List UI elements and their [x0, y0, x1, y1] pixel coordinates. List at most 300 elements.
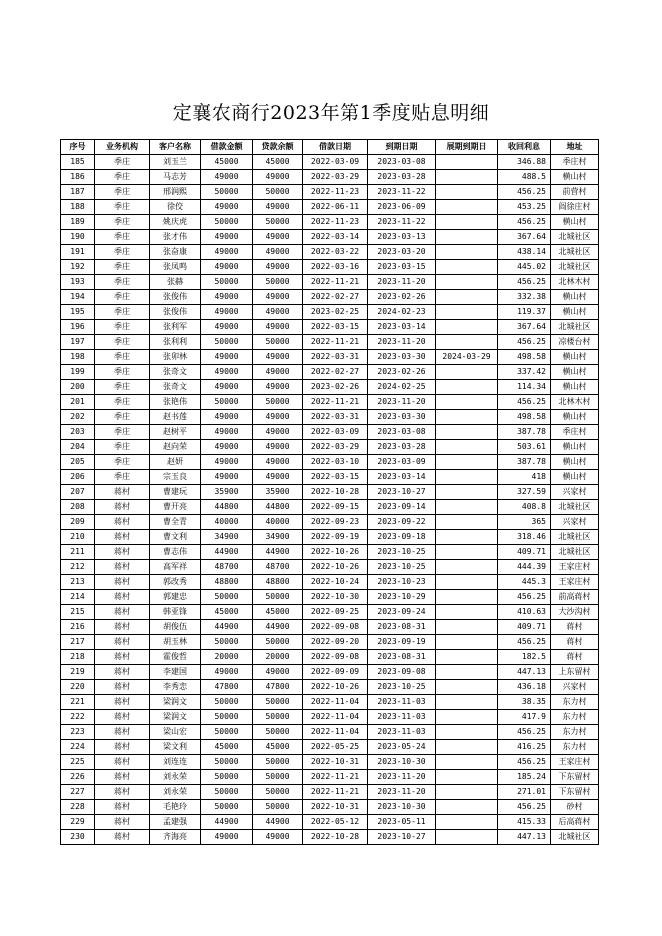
cell-address: 王家庄村	[551, 560, 599, 575]
cell-branch: 季庄	[95, 365, 150, 380]
cell-loan-amount: 49000	[201, 320, 253, 335]
cell-loan-balance: 48700	[253, 560, 303, 575]
cell-loan-amount: 50000	[201, 800, 253, 815]
cell-address: 凉楼台村	[551, 335, 599, 350]
cell-interest-collected: 365	[498, 515, 551, 530]
cell-loan-balance: 50000	[253, 335, 303, 350]
cell-due-date: 2023-09-08	[368, 665, 436, 680]
table-row	[61, 650, 599, 665]
cell-branch: 季庄	[95, 425, 150, 440]
cell-seq: 215	[61, 605, 95, 620]
interest-subsidy-table	[60, 139, 599, 845]
cell-loan-amount: 47800	[201, 680, 253, 695]
cell-loan-amount: 49000	[201, 350, 253, 365]
cell-customer-name: 刘玉兰	[150, 155, 201, 170]
cell-customer-name: 齐海亮	[150, 830, 201, 845]
cell-loan-balance: 49000	[253, 290, 303, 305]
cell-interest-collected: 456.25	[498, 275, 551, 290]
cell-interest-collected: 409.71	[498, 545, 551, 560]
cell-due-date: 2023-10-30	[368, 755, 436, 770]
cell-branch: 季庄	[95, 350, 150, 365]
cell-address: 蒋村	[551, 650, 599, 665]
cell-loan-balance: 45000	[253, 605, 303, 620]
table-row	[61, 305, 599, 320]
cell-seq: 208	[61, 500, 95, 515]
cell-due-date: 2023-10-25	[368, 680, 436, 695]
cell-address: 横山村	[551, 305, 599, 320]
cell-due-date: 2023-09-19	[368, 635, 436, 650]
cell-loan-balance: 49000	[253, 305, 303, 320]
cell-seq: 207	[61, 485, 95, 500]
cell-seq: 199	[61, 365, 95, 380]
cell-loan-balance: 47800	[253, 680, 303, 695]
cell-seq: 197	[61, 335, 95, 350]
cell-extended-due-date	[436, 260, 498, 275]
cell-loan-amount: 44900	[201, 620, 253, 635]
cell-branch: 蒋村	[95, 545, 150, 560]
cell-seq: 214	[61, 590, 95, 605]
cell-due-date: 2023-05-11	[368, 815, 436, 830]
cell-loan-amount: 48800	[201, 575, 253, 590]
cell-loan-date: 2022-03-15	[303, 470, 368, 485]
table-row	[61, 185, 599, 200]
cell-loan-balance: 50000	[253, 635, 303, 650]
cell-due-date: 2023-11-03	[368, 710, 436, 725]
cell-due-date: 2023-03-30	[368, 350, 436, 365]
cell-extended-due-date	[436, 455, 498, 470]
cell-seq: 228	[61, 800, 95, 815]
cell-interest-collected: 456.25	[498, 335, 551, 350]
cell-address: 东力村	[551, 710, 599, 725]
cell-extended-due-date	[436, 695, 498, 710]
cell-extended-due-date	[436, 230, 498, 245]
cell-customer-name: 赵妍	[150, 455, 201, 470]
cell-customer-name: 张艳伟	[150, 395, 201, 410]
cell-loan-amount: 50000	[201, 725, 253, 740]
table-row	[61, 350, 599, 365]
cell-loan-amount: 50000	[201, 590, 253, 605]
table-row	[61, 230, 599, 245]
cell-seq: 221	[61, 695, 95, 710]
cell-extended-due-date	[436, 545, 498, 560]
cell-customer-name: 张奇文	[150, 380, 201, 395]
cell-loan-date: 2022-11-21	[303, 395, 368, 410]
cell-loan-amount: 49000	[201, 470, 253, 485]
cell-due-date: 2024-02-25	[368, 380, 436, 395]
cell-loan-balance: 49000	[253, 350, 303, 365]
cell-extended-due-date	[436, 185, 498, 200]
cell-loan-date: 2022-11-21	[303, 335, 368, 350]
column-header-address: 地址	[551, 140, 599, 155]
cell-customer-name: 赵书莲	[150, 410, 201, 425]
cell-seq: 229	[61, 815, 95, 830]
cell-interest-collected: 416.25	[498, 740, 551, 755]
cell-interest-collected: 409.71	[498, 620, 551, 635]
cell-interest-collected: 332.38	[498, 290, 551, 305]
cell-branch: 蒋村	[95, 530, 150, 545]
table-row	[61, 515, 599, 530]
cell-interest-collected: 445.3	[498, 575, 551, 590]
cell-loan-amount: 49000	[201, 425, 253, 440]
cell-branch: 蒋村	[95, 710, 150, 725]
cell-loan-balance: 50000	[253, 185, 303, 200]
cell-address: 季庄村	[551, 425, 599, 440]
column-header-loan-date: 借款日期	[303, 140, 368, 155]
cell-interest-collected: 456.25	[498, 215, 551, 230]
cell-seq: 205	[61, 455, 95, 470]
cell-loan-balance: 48800	[253, 575, 303, 590]
cell-address: 北城社区	[551, 260, 599, 275]
cell-extended-due-date	[436, 245, 498, 260]
table-row	[61, 740, 599, 755]
cell-loan-date: 2022-11-04	[303, 695, 368, 710]
cell-loan-amount: 49000	[201, 305, 253, 320]
cell-loan-balance: 49000	[253, 470, 303, 485]
cell-branch: 季庄	[95, 215, 150, 230]
cell-address: 东力村	[551, 740, 599, 755]
cell-interest-collected: 417.9	[498, 710, 551, 725]
cell-loan-balance: 50000	[253, 275, 303, 290]
cell-loan-date: 2022-09-15	[303, 500, 368, 515]
cell-address: 横山村	[551, 410, 599, 425]
cell-customer-name: 张卯林	[150, 350, 201, 365]
table-row	[61, 725, 599, 740]
cell-due-date: 2023-10-25	[368, 545, 436, 560]
cell-address: 后高蒋村	[551, 815, 599, 830]
cell-loan-amount: 49000	[201, 365, 253, 380]
cell-branch: 季庄	[95, 275, 150, 290]
cell-customer-name: 梁文利	[150, 740, 201, 755]
cell-due-date: 2023-08-31	[368, 620, 436, 635]
cell-interest-collected: 498.58	[498, 410, 551, 425]
cell-seq: 210	[61, 530, 95, 545]
cell-branch: 季庄	[95, 440, 150, 455]
cell-loan-amount: 34900	[201, 530, 253, 545]
column-header-interest-collected: 收回利息	[498, 140, 551, 155]
table-row	[61, 245, 599, 260]
cell-due-date: 2023-11-22	[368, 215, 436, 230]
cell-loan-balance: 49000	[253, 665, 303, 680]
table-row	[61, 575, 599, 590]
cell-branch: 蒋村	[95, 485, 150, 500]
cell-interest-collected: 185.24	[498, 770, 551, 785]
cell-loan-date: 2022-11-21	[303, 770, 368, 785]
table-row	[61, 755, 599, 770]
cell-branch: 季庄	[95, 170, 150, 185]
cell-loan-balance: 20000	[253, 650, 303, 665]
cell-due-date: 2023-05-24	[368, 740, 436, 755]
cell-customer-name: 张俊伟	[150, 305, 201, 320]
cell-loan-amount: 49000	[201, 665, 253, 680]
cell-loan-balance: 45000	[253, 740, 303, 755]
cell-seq: 206	[61, 470, 95, 485]
cell-branch: 蒋村	[95, 635, 150, 650]
cell-customer-name: 张利利	[150, 335, 201, 350]
cell-extended-due-date	[436, 410, 498, 425]
cell-address: 王家庄村	[551, 755, 599, 770]
cell-address: 上东留村	[551, 665, 599, 680]
cell-loan-balance: 44800	[253, 500, 303, 515]
cell-loan-date: 2022-02-27	[303, 365, 368, 380]
cell-customer-name: 胡玉林	[150, 635, 201, 650]
cell-loan-date: 2022-06-11	[303, 200, 368, 215]
cell-address: 横山村	[551, 470, 599, 485]
cell-loan-date: 2022-03-16	[303, 260, 368, 275]
cell-extended-due-date	[436, 635, 498, 650]
cell-extended-due-date	[436, 170, 498, 185]
cell-due-date: 2023-11-03	[368, 695, 436, 710]
cell-address: 王家庄村	[551, 575, 599, 590]
cell-due-date: 2023-03-13	[368, 230, 436, 245]
cell-due-date: 2024-02-23	[368, 305, 436, 320]
cell-branch: 蒋村	[95, 665, 150, 680]
cell-interest-collected: 38.35	[498, 695, 551, 710]
cell-loan-date: 2022-09-08	[303, 650, 368, 665]
cell-customer-name: 邢润熙	[150, 185, 201, 200]
cell-loan-balance: 49000	[253, 200, 303, 215]
cell-branch: 蒋村	[95, 725, 150, 740]
cell-loan-amount: 45000	[201, 155, 253, 170]
cell-branch: 季庄	[95, 470, 150, 485]
cell-loan-date: 2022-10-28	[303, 830, 368, 845]
cell-due-date: 2023-03-08	[368, 155, 436, 170]
cell-loan-balance: 49000	[253, 830, 303, 845]
cell-seq: 202	[61, 410, 95, 425]
cell-loan-balance: 50000	[253, 710, 303, 725]
cell-extended-due-date	[436, 425, 498, 440]
cell-branch: 蒋村	[95, 785, 150, 800]
cell-extended-due-date	[436, 485, 498, 500]
cell-customer-name: 曹建玩	[150, 485, 201, 500]
cell-interest-collected: 327.59	[498, 485, 551, 500]
cell-loan-balance: 50000	[253, 755, 303, 770]
column-header-loan-amount: 借款金额	[201, 140, 253, 155]
cell-loan-amount: 49000	[201, 455, 253, 470]
cell-branch: 季庄	[95, 245, 150, 260]
cell-address: 东力村	[551, 725, 599, 740]
cell-due-date: 2023-03-28	[368, 170, 436, 185]
cell-loan-date: 2022-03-31	[303, 410, 368, 425]
cell-loan-balance: 49000	[253, 440, 303, 455]
cell-customer-name: 孟建强	[150, 815, 201, 830]
table-row	[61, 155, 599, 170]
table-row	[61, 200, 599, 215]
cell-loan-balance: 49000	[253, 230, 303, 245]
cell-loan-date: 2022-11-21	[303, 275, 368, 290]
cell-customer-name: 曹全青	[150, 515, 201, 530]
table-row	[61, 665, 599, 680]
cell-due-date: 2023-09-24	[368, 605, 436, 620]
cell-interest-collected: 408.8	[498, 500, 551, 515]
cell-branch: 蒋村	[95, 605, 150, 620]
cell-loan-balance: 34900	[253, 530, 303, 545]
cell-address: 横山村	[551, 350, 599, 365]
cell-loan-date: 2022-11-04	[303, 710, 368, 725]
cell-loan-date: 2022-09-19	[303, 530, 368, 545]
cell-seq: 216	[61, 620, 95, 635]
cell-seq: 219	[61, 665, 95, 680]
cell-customer-name: 宗玉良	[150, 470, 201, 485]
table-row	[61, 590, 599, 605]
cell-loan-date: 2022-10-31	[303, 755, 368, 770]
cell-extended-due-date	[436, 590, 498, 605]
cell-address: 阎徐庄村	[551, 200, 599, 215]
cell-customer-name: 梁山宏	[150, 725, 201, 740]
cell-customer-name: 张利军	[150, 320, 201, 335]
cell-seq: 222	[61, 710, 95, 725]
cell-interest-collected: 456.25	[498, 635, 551, 650]
cell-loan-amount: 44800	[201, 500, 253, 515]
cell-extended-due-date	[436, 740, 498, 755]
cell-customer-name: 曹志伟	[150, 545, 201, 560]
cell-branch: 季庄	[95, 395, 150, 410]
cell-extended-due-date	[436, 680, 498, 695]
cell-loan-date: 2022-11-21	[303, 785, 368, 800]
cell-loan-amount: 49000	[201, 410, 253, 425]
cell-loan-balance: 49000	[253, 455, 303, 470]
cell-seq: 204	[61, 440, 95, 455]
cell-address: 下东留村	[551, 770, 599, 785]
cell-address: 横山村	[551, 290, 599, 305]
cell-branch: 蒋村	[95, 770, 150, 785]
cell-due-date: 2023-09-22	[368, 515, 436, 530]
cell-customer-name: 张奇文	[150, 365, 201, 380]
cell-extended-due-date	[436, 290, 498, 305]
cell-extended-due-date	[436, 440, 498, 455]
cell-customer-name: 张才伟	[150, 230, 201, 245]
cell-seq: 220	[61, 680, 95, 695]
cell-loan-date: 2022-09-08	[303, 620, 368, 635]
cell-loan-amount: 40000	[201, 515, 253, 530]
cell-interest-collected: 488.5	[498, 170, 551, 185]
cell-loan-balance: 49000	[253, 380, 303, 395]
cell-seq: 186	[61, 170, 95, 185]
cell-loan-date: 2022-05-12	[303, 815, 368, 830]
cell-interest-collected: 367.64	[498, 320, 551, 335]
cell-loan-date: 2022-05-25	[303, 740, 368, 755]
cell-loan-balance: 50000	[253, 725, 303, 740]
page-title: 定襄农商行2023年第1季度贴息明细	[172, 102, 490, 124]
cell-customer-name: 韩亚锋	[150, 605, 201, 620]
cell-address: 北城社区	[551, 230, 599, 245]
cell-branch: 季庄	[95, 185, 150, 200]
cell-branch: 蒋村	[95, 590, 150, 605]
table-row	[61, 815, 599, 830]
cell-seq: 196	[61, 320, 95, 335]
table-row	[61, 800, 599, 815]
cell-interest-collected: 447.13	[498, 830, 551, 845]
cell-loan-date: 2022-09-23	[303, 515, 368, 530]
table-row	[61, 455, 599, 470]
cell-seq: 188	[61, 200, 95, 215]
cell-loan-amount: 45000	[201, 740, 253, 755]
cell-extended-due-date	[436, 725, 498, 740]
cell-customer-name: 曹文利	[150, 530, 201, 545]
cell-loan-amount: 50000	[201, 755, 253, 770]
cell-address: 北城社区	[551, 530, 599, 545]
cell-seq: 203	[61, 425, 95, 440]
cell-loan-amount: 50000	[201, 770, 253, 785]
cell-seq: 212	[61, 560, 95, 575]
cell-customer-name: 赵向荣	[150, 440, 201, 455]
cell-loan-amount: 50000	[201, 335, 253, 350]
cell-address: 横山村	[551, 365, 599, 380]
cell-customer-name: 李建国	[150, 665, 201, 680]
column-header-branch: 业务机构	[95, 140, 150, 155]
cell-seq: 218	[61, 650, 95, 665]
cell-extended-due-date	[436, 800, 498, 815]
table-row	[61, 530, 599, 545]
cell-extended-due-date	[436, 320, 498, 335]
table-row	[61, 710, 599, 725]
cell-interest-collected: 182.5	[498, 650, 551, 665]
cell-extended-due-date	[436, 650, 498, 665]
cell-loan-date: 2022-10-26	[303, 560, 368, 575]
cell-seq: 230	[61, 830, 95, 845]
cell-loan-balance: 44900	[253, 545, 303, 560]
cell-due-date: 2023-03-08	[368, 425, 436, 440]
table-row	[61, 635, 599, 650]
cell-interest-collected: 447.13	[498, 665, 551, 680]
cell-interest-collected: 387.78	[498, 455, 551, 470]
table-row	[61, 785, 599, 800]
cell-loan-balance: 44900	[253, 620, 303, 635]
cell-branch: 季庄	[95, 200, 150, 215]
cell-loan-date: 2022-10-26	[303, 545, 368, 560]
cell-loan-amount: 49000	[201, 170, 253, 185]
column-header-due-date: 到期日期	[368, 140, 436, 155]
cell-loan-date: 2022-03-15	[303, 320, 368, 335]
cell-extended-due-date	[436, 275, 498, 290]
cell-loan-date: 2022-11-23	[303, 215, 368, 230]
cell-interest-collected: 456.25	[498, 755, 551, 770]
cell-seq: 223	[61, 725, 95, 740]
cell-seq: 192	[61, 260, 95, 275]
cell-interest-collected: 415.33	[498, 815, 551, 830]
cell-loan-date: 2023-02-25	[303, 305, 368, 320]
cell-due-date: 2023-03-20	[368, 245, 436, 260]
cell-branch: 蒋村	[95, 500, 150, 515]
cell-loan-balance: 49000	[253, 320, 303, 335]
cell-extended-due-date	[436, 155, 498, 170]
cell-address: 北城社区	[551, 245, 599, 260]
cell-extended-due-date	[436, 710, 498, 725]
cell-loan-balance: 45000	[253, 155, 303, 170]
cell-customer-name: 霍俊哲	[150, 650, 201, 665]
cell-extended-due-date	[436, 755, 498, 770]
cell-loan-amount: 49000	[201, 290, 253, 305]
cell-loan-amount: 45000	[201, 605, 253, 620]
cell-address: 兴家村	[551, 515, 599, 530]
cell-address: 北林木村	[551, 395, 599, 410]
cell-interest-collected: 387.78	[498, 425, 551, 440]
cell-extended-due-date	[436, 200, 498, 215]
cell-extended-due-date	[436, 665, 498, 680]
cell-loan-date: 2022-10-30	[303, 590, 368, 605]
cell-loan-amount: 48700	[201, 560, 253, 575]
cell-interest-collected: 503.61	[498, 440, 551, 455]
cell-branch: 蒋村	[95, 695, 150, 710]
cell-loan-amount: 44900	[201, 545, 253, 560]
cell-loan-date: 2022-09-20	[303, 635, 368, 650]
cell-loan-balance: 44900	[253, 815, 303, 830]
cell-branch: 季庄	[95, 260, 150, 275]
table-row	[61, 275, 599, 290]
cell-seq: 187	[61, 185, 95, 200]
cell-interest-collected: 418	[498, 470, 551, 485]
cell-seq: 209	[61, 515, 95, 530]
table-row	[61, 320, 599, 335]
